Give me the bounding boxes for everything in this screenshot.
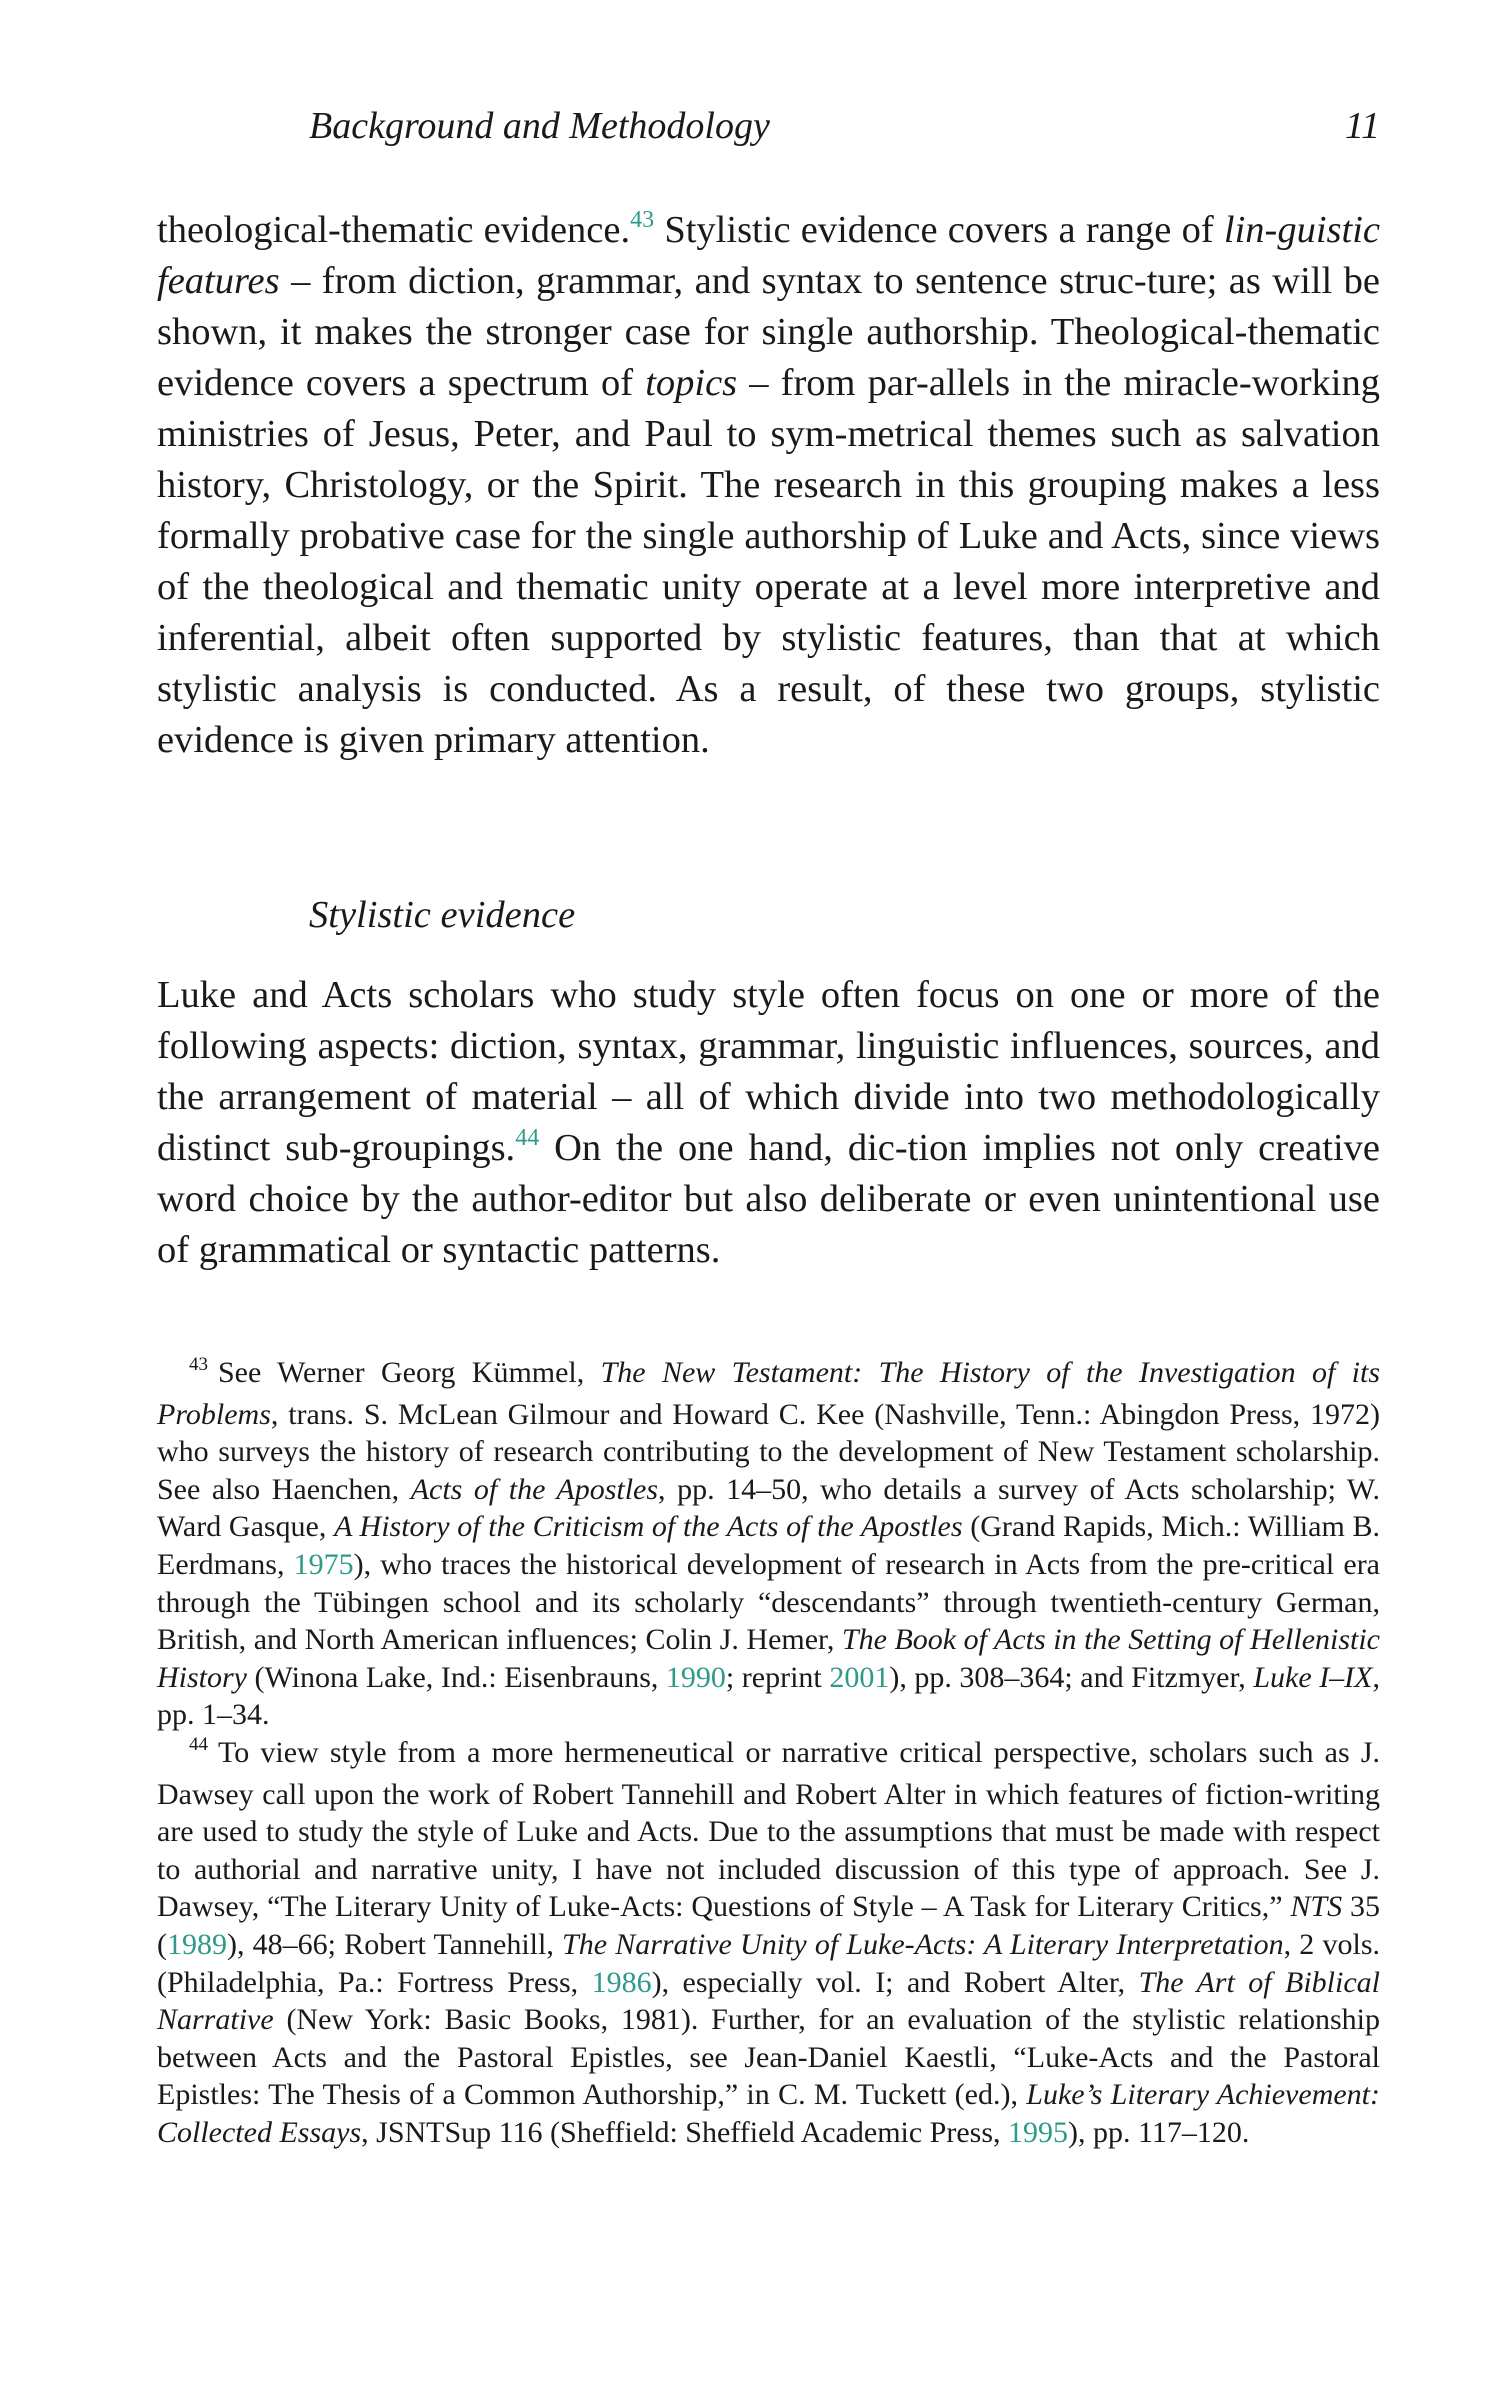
footnote-number: 43 [189, 1354, 208, 1375]
citation-title: Luke’s Literary Achievement: Collected Essays [157, 2078, 1380, 2149]
running-head-title: Background and Methodology [309, 105, 770, 147]
text-run: Luke and Acts scholars who study style often focus on one or more of the following aspects: diction, syntax, grammar, linguistic influences, sources, and the arrangement of material – all of which divide into two methodologically distinct sub-groupings. [157, 974, 1380, 1169]
text-run: theological-thematic evidence. [157, 209, 631, 251]
text-run: ), 48–66; Robert Tannehill, [227, 1927, 563, 1961]
footnote-ref-44[interactable]: 44 [515, 1125, 540, 1151]
text-run: , JSNTSup 116 (Sheffield: Sheffield Academic Press, [361, 2115, 1009, 2149]
citation-title: The Book of Acts in the Setting of Hellenistic History [157, 1623, 1380, 1694]
citation-title: Luke I–IX [1253, 1660, 1373, 1694]
text-run: See Werner Georg Kümmel, [218, 1356, 601, 1389]
emphasis: lin-guistic features [157, 209, 1380, 302]
page-number: 11 [1344, 105, 1380, 147]
citation-title: The Art of Biblical Narrative [157, 1965, 1381, 2037]
footnote-44 [157, 1734, 1380, 2152]
section-heading: Stylistic evidence [309, 894, 576, 936]
text-run: To view style from a more hermeneutical or narrative critical perspective, scholars such as J. Dawsey call upon the work of Robert Tannehill and Robert Alter in which features of fiction-writing are used to study the style of Luke and Acts. Due to the assumptions that must be made with respect to authorial and narrative unity, I have not included discussion of this type of approach. See J. Dawsey, “The Literary Unity of Luke-Acts: Questions of Style – A Task for Literary Critics,” [157, 1735, 1380, 1924]
citation-title: The New Testament: The History of the Investigation of its Problems [157, 1356, 1380, 1431]
footnote-ref-43[interactable]: 43 [630, 207, 655, 233]
body-paragraph-2 [157, 970, 1380, 1276]
text-run: , trans. S. McLean Gilmour and Howard C. Kee (Nashville, Tenn.: Abingdon Press, 1972) who surveys the history of research contributing to the development of New Testament scholarship. See also Haenchen, [157, 1397, 1380, 1506]
text-run: (New York: Basic Books, 1981). Further, for an evaluation of the stylistic relationship between Acts and the Pastoral Epistles, see Jean-Daniel Kaestli, “Luke-Acts and the Pastoral Epistles: The Thesis of a Common Authorship,” in C. M. Tuckett (ed.), [157, 2003, 1380, 2112]
text-run: – from diction, grammar, and syntax to sentence struc-ture; as will be shown, it makes the stronger case for single authorship. Theological-thematic evidence covers a spectrum of [157, 260, 1380, 404]
year-link[interactable]: 2001 [829, 1660, 890, 1694]
text-run: , pp. 14–50, who details a survey of Acts scholarship; W. Ward Gasque, [157, 1472, 1380, 1544]
text-run: (Grand Rapids, Mich.: William B. Eerdmans, [157, 1510, 1380, 1581]
text-run: ), pp. 117–120. [1068, 2115, 1250, 2149]
emphasis: topics [645, 362, 738, 404]
year-link[interactable]: 1989 [167, 1927, 227, 1961]
citation-title: NTS [1290, 1890, 1343, 1924]
footnote-43 [157, 1354, 1380, 1734]
text-run: , 2 vols. (Philadelphia, Pa.: Fortress Press, [157, 1927, 1380, 1999]
citation-title: A History of the Criticism of the Acts of the Apostles [334, 1510, 963, 1544]
text-run: Stylistic evidence covers a range of [654, 209, 1224, 251]
year-link[interactable]: 1975 [293, 1547, 354, 1581]
text-run: 35 ( [157, 1890, 1381, 1961]
year-link[interactable]: 1990 [665, 1660, 726, 1694]
footnote-number: 44 [189, 1733, 208, 1755]
year-link[interactable]: 1986 [591, 1965, 652, 1999]
text-run: ), pp. 308–364; and Fitzmyer, [889, 1660, 1254, 1694]
text-run: ), especially vol. I; and Robert Alter, [651, 1965, 1139, 1999]
year-link[interactable]: 1995 [1008, 2115, 1069, 2149]
text-run: On the one hand, dic-tion implies not only creative word choice by the author-editor but also deliberate or even unintentional use of grammatical or syntactic patterns. [157, 1127, 1380, 1271]
text-run: (Winona Lake, Ind.: Eisenbrauns, [247, 1660, 666, 1694]
text-run: ; reprint [725, 1660, 830, 1694]
citation-title: The Narrative Unity of Luke-Acts: A Literary Interpretation [562, 1927, 1284, 1961]
text-run: – from par-allels in the miracle-working ministries of Jesus, Peter, and Paul to sym-metrical themes such as salvation history, Christology, or the Spirit. The research in this grouping makes a less formally probative case for the single authorship of Luke and Acts, since views of the theological and thematic unity operate at a level more interpretive and inferential, albeit often supported by stylistic features, than that at which stylistic analysis is conducted. As a result, of these two groups, stylistic evidence is given primary attention. [157, 362, 1380, 761]
footnotes [157, 1354, 1380, 2151]
body-paragraph-1 [157, 205, 1380, 766]
text-run: , pp. 1–34. [157, 1660, 1380, 1732]
text-run: ), who traces the historical development of research in Acts from the pre-critical era through the Tübingen school and its scholarly “descendants” through twentieth-century German, British, and North American influences; Colin J. Hemer, [157, 1547, 1380, 1657]
citation-title: Acts of the Apostles [410, 1472, 659, 1506]
running-head [157, 104, 1380, 152]
